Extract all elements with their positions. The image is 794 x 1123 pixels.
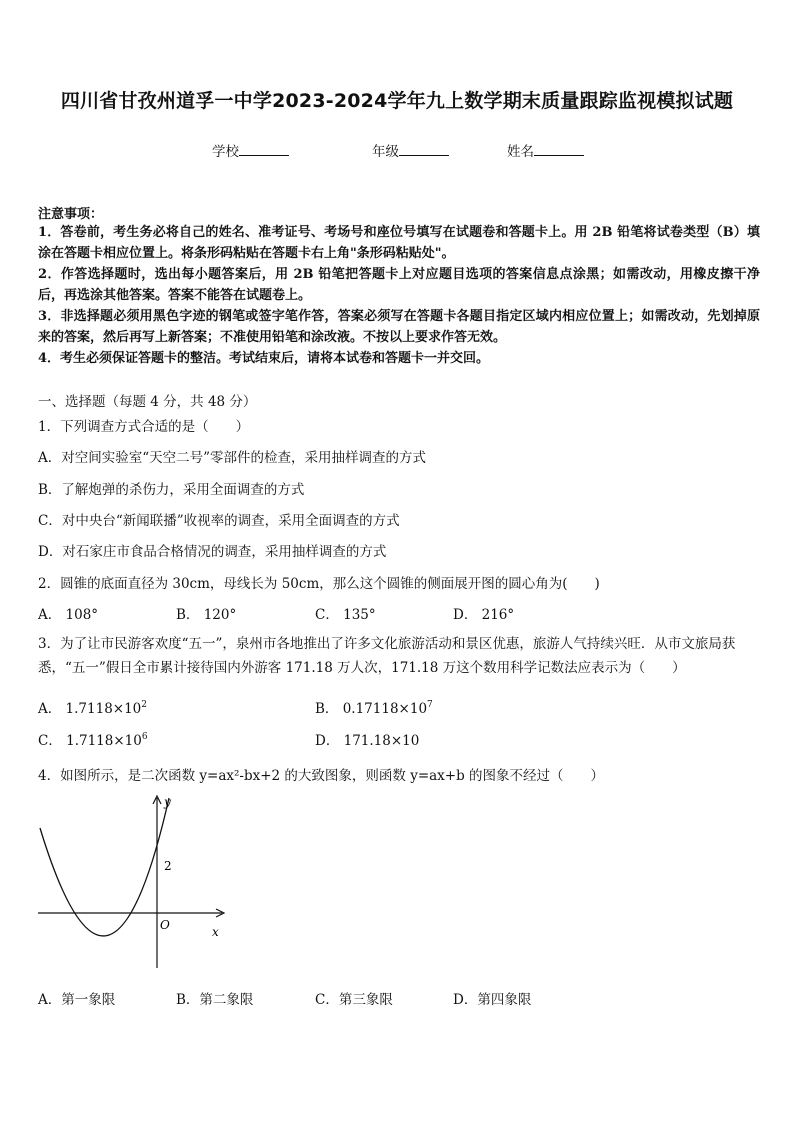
grade-label: 年级 <box>372 144 399 160</box>
q3-option-c-exponent: 6 <box>141 732 148 742</box>
grade-field <box>372 140 449 160</box>
notice-item: 4．考生必须保证答题卡的整洁。考试结束后，请将本试卷和答题卡一并交回。 <box>38 351 490 366</box>
q3-option-a <box>38 697 147 717</box>
q1-option-c: C．对中央台“新闻联播”收视率的调查，采用全面调查的方式 <box>38 513 400 529</box>
q3-option-b-exponent: 7 <box>427 700 433 710</box>
q1-stem: 1．下列调查方式合适的是（ ） <box>38 419 250 435</box>
origin-label: O <box>160 918 170 932</box>
y-axis-label: y <box>164 795 171 809</box>
q3-stem: 3．为了让市民游客欢度“五一”，泉州市各地推出了许多文化旅游活动和景区优惠，旅游人气持续兴旺．从市文旅局获悉，“五一”假日全市累计接待国内外游客 171.18 万人次，171.18 万这个数用科学记数法应表示为（ ） <box>38 636 736 676</box>
x-axis-label: x <box>212 925 219 939</box>
page-title: 四川省甘孜州道孚一中学2023-2024学年九上数学期末质量跟踪监视模拟试题 <box>60 90 734 112</box>
school-label: 学校 <box>212 144 239 160</box>
name-field <box>507 140 584 160</box>
school-field <box>212 140 289 160</box>
q4-option-a: A．第一象限 <box>38 992 116 1008</box>
school-blank <box>239 141 289 156</box>
q2-option-d: D． 216° <box>453 607 515 623</box>
notice-list <box>38 222 760 369</box>
parabola-curve <box>40 798 169 936</box>
q2-option-b: B． 120° <box>176 607 237 623</box>
q3-option-a-exponent: 2 <box>141 700 148 710</box>
notice-item: 2．作答选择题时，选出每小题答案后，用 2B 铅笔把答题卡上对应题目选项的答案信息点涂黑；如需改动，用橡皮擦干净后，再选涂其他答案。答案不能答在试题卷上。 <box>38 267 760 303</box>
parabola-graph <box>30 792 230 972</box>
q1-option-b: B．了解炮弹的杀伤力，采用全面调查的方式 <box>38 482 305 498</box>
q3-option-a-text: A． 1.7118×10 <box>38 701 142 717</box>
notice-heading: 注意事项： <box>38 207 104 222</box>
name-label: 姓名 <box>507 144 534 160</box>
q4-option-d: D．第四象限 <box>453 992 532 1008</box>
q3-option-c-text: C． 1.7118×10 <box>38 733 142 749</box>
q4-stem: 4．如图所示，是二次函数 y=ax²-bx+2 的大致图象，则函数 y=ax+b 的图象不经过（ ） <box>38 768 605 784</box>
notice-item: 1．答卷前，考生务必将自己的姓名、准考证号、考场号和座位号填写在试题卷和答题卡上。用 2B 铅笔将试卷类型（B）填涂在答题卡相应位置上。将条形码粘贴在答题卡右上角"条形码粘贴处"。 <box>38 225 760 261</box>
q1-option-d: D．对石家庄市食品合格情况的调查，采用抽样调查的方式 <box>38 544 387 560</box>
q2-stem: 2．圆锥的底面直径为 30cm，母线长为 50cm，那么这个圆锥的侧面展开图的圆心角为( ) <box>38 576 600 592</box>
q3-option-b-text: B． 0.17118×10 <box>315 701 428 717</box>
section-heading: 一、选择题（每题 4 分，共 48 分） <box>38 394 257 410</box>
q1-option-a: A．对空间实验室“天空二号”零部件的检查，采用抽样调查的方式 <box>38 450 427 466</box>
q3-option-d: D． 171.18×10 <box>315 733 420 749</box>
q4-option-c: C．第三象限 <box>315 992 393 1008</box>
y-intercept-label: 2 <box>164 859 172 873</box>
grade-blank <box>399 141 449 156</box>
q2-option-a: A． 108° <box>38 607 99 623</box>
notice-item: 3．非选择题必须用黑色字迹的钢笔或签字笔作答，答案必须写在答题卡各题目指定区域内相应位置上；如需改动，先划掉原来的答案，然后再写上新答案；不准使用铅笔和涂改液。不按以上要求作答无效。 <box>38 309 760 345</box>
q3-option-b <box>315 697 433 717</box>
q2-option-c: C． 135° <box>315 607 376 623</box>
q3-stem-block <box>38 632 760 680</box>
q3-option-c <box>38 729 148 749</box>
name-blank <box>534 141 584 156</box>
q4-option-b: B．第二象限 <box>176 992 254 1008</box>
